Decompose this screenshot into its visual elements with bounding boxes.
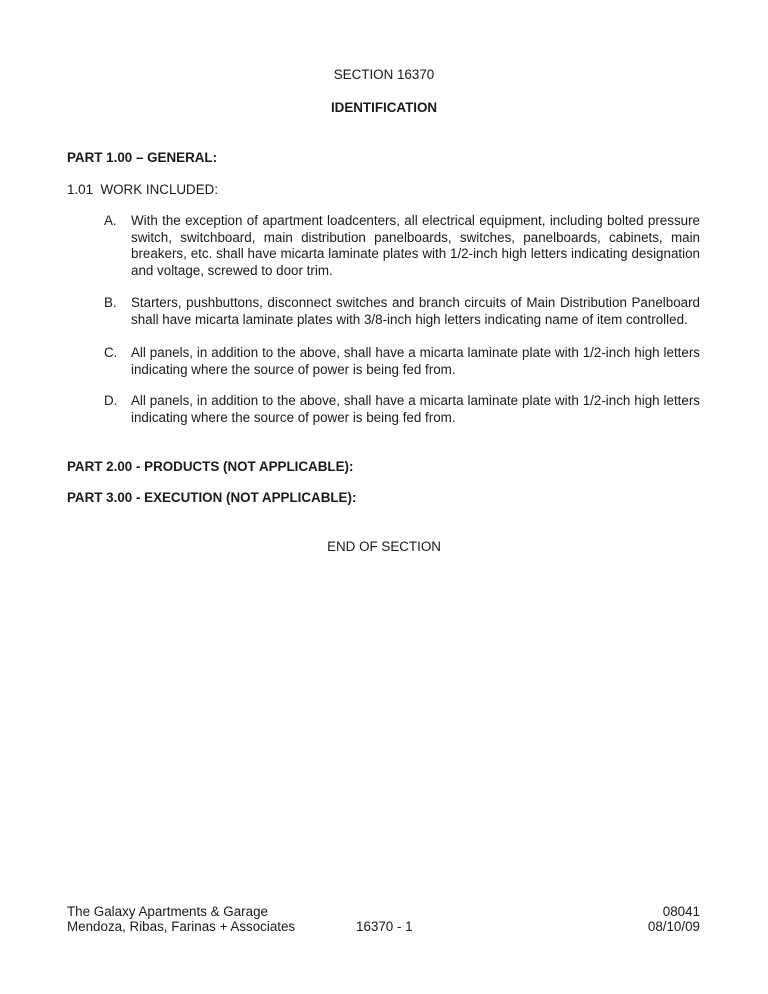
- list-item: [104, 295, 700, 328]
- end-of-section: END OF SECTION: [327, 539, 441, 554]
- footer-firm: Mendoza, Ribas, Farinas + Associates: [67, 919, 296, 934]
- item-text: With the exception of apartment loadcenters, all electrical equipment, including bolted pressure switch, switchboard, main distribution panelboards, switches, panelboards, cabinets, main breakers, etc. shall have micarta laminate plates with 1/2-inch high letters indicating designation and voltage, screwed to door trim.: [131, 213, 700, 278]
- list-item: [104, 393, 700, 426]
- footer-job-number: 08041: [662, 904, 700, 919]
- list-item: [104, 213, 700, 279]
- footer-date: 08/10/09: [647, 919, 700, 934]
- list-item: [104, 345, 700, 378]
- part2-heading: PART 2.00 - PRODUCTS (NOT APPLICABLE):: [67, 459, 354, 474]
- item-letter: C.: [104, 345, 118, 360]
- footer-page-number: 16370 - 1: [356, 919, 413, 934]
- item-letter: B.: [104, 295, 117, 310]
- part3-heading: PART 3.00 - EXECUTION (NOT APPLICABLE):: [67, 490, 357, 505]
- item-text: All panels, in addition to the above, shall have a micarta laminate plate with 1/2-inch high letters indicating where the source of power is being fed from.: [131, 345, 700, 377]
- item-text: All panels, in addition to the above, shall have a micarta laminate plate with 1/2-inch high letters indicating where the source of power is being fed from.: [131, 393, 700, 425]
- item-letter: A.: [104, 213, 117, 228]
- item-letter: D.: [104, 393, 118, 408]
- part1-heading: PART 1.00 – GENERAL:: [67, 150, 218, 165]
- section-title: IDENTIFICATION: [330, 100, 438, 115]
- part1-subheading: 1.01 WORK INCLUDED:: [67, 182, 219, 197]
- item-text: Starters, pushbuttons, disconnect switches and branch circuits of Main Distribution Panelboard shall have micarta laminate plates with 3/8-inch high letters indicating name of item controlled.: [131, 295, 700, 327]
- section-number: SECTION 16370: [333, 67, 435, 82]
- footer-project: The Galaxy Apartments & Garage: [67, 904, 268, 919]
